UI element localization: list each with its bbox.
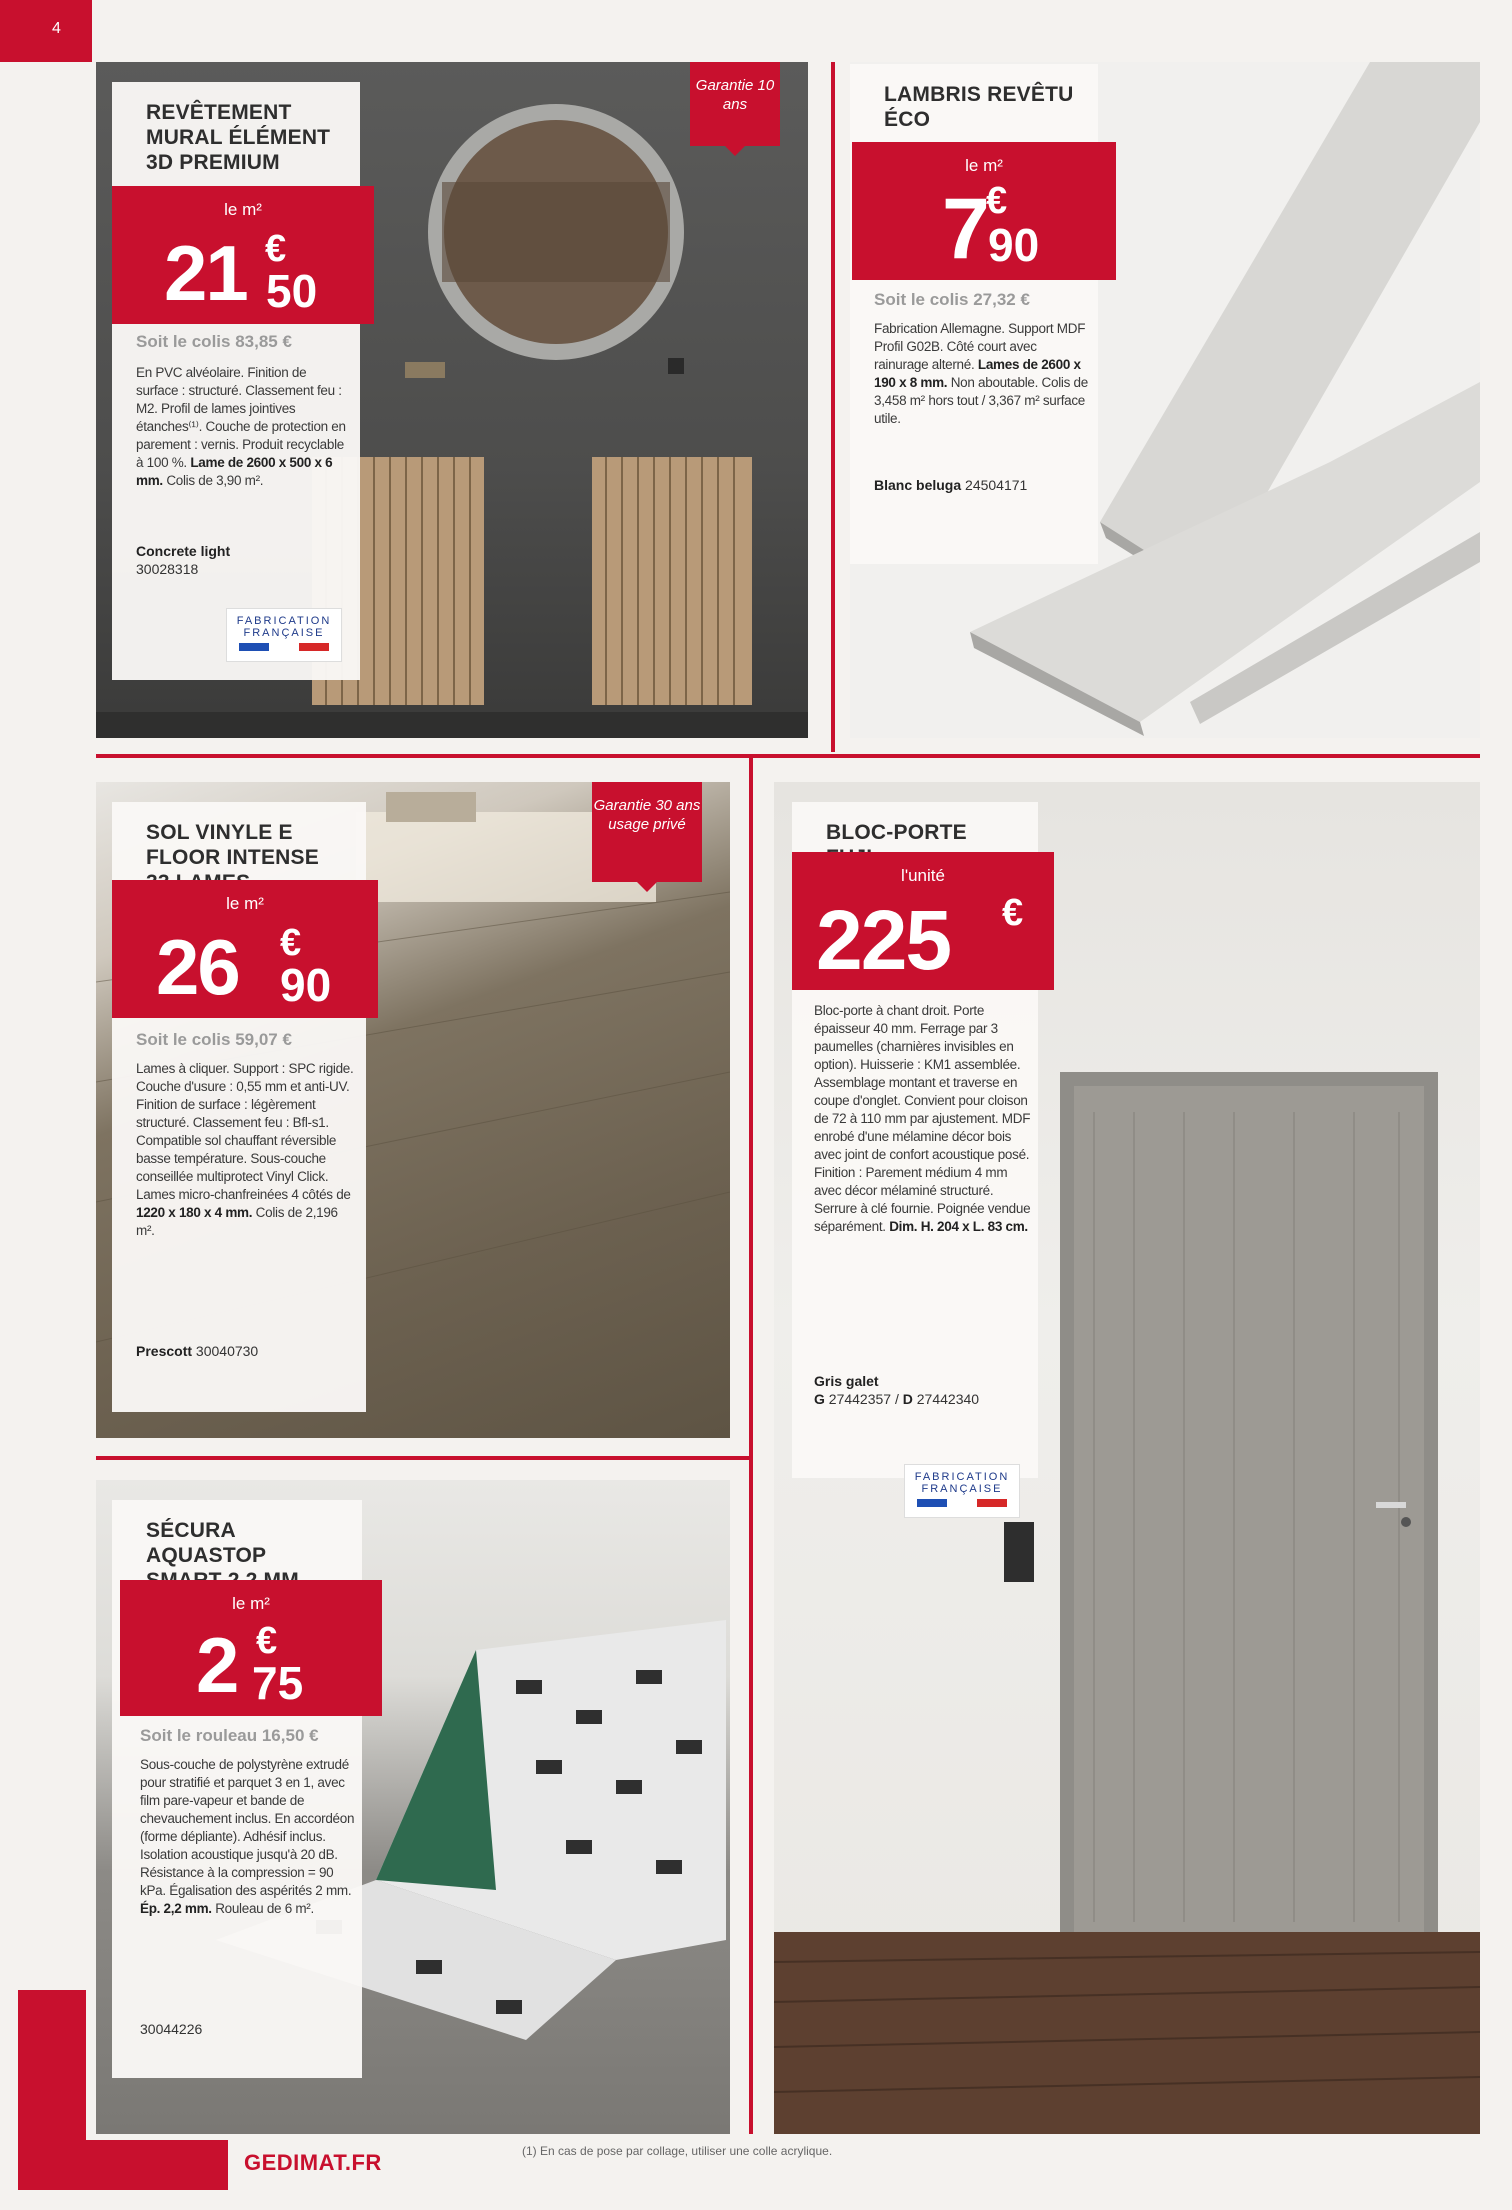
product-ref: 30028318 xyxy=(136,561,199,577)
ref-g: 27442357 xyxy=(828,1391,892,1407)
warranty-badge-30 xyxy=(592,782,702,882)
price-integer: 225 xyxy=(816,893,951,987)
product-ref: 30040730 xyxy=(195,1343,259,1359)
dimensions-text: Dim. H. 204 x L. 83 cm. xyxy=(889,1219,1028,1234)
product-ref: 24504171 xyxy=(965,477,1028,493)
website-link[interactable]: GEDIMAT.FR xyxy=(244,2150,382,2175)
sol-description xyxy=(136,1060,358,1240)
price-unit: l'unité xyxy=(901,866,945,885)
price-unit: le m² xyxy=(226,894,264,913)
secura-price-tag xyxy=(120,1580,382,1716)
dimensions-text: Lames de 2600 x 190 x 8 mm. xyxy=(874,357,1081,390)
revetement-ref xyxy=(136,542,230,578)
extra-text: Non aboutable. Colis de 3,458 m² hors tout / 3,367 m² surface utile. xyxy=(874,375,1088,426)
price-unit: le m² xyxy=(965,156,1003,175)
ref-g-label: G xyxy=(814,1391,825,1407)
secura-ref xyxy=(140,2020,202,2038)
finish-name: Prescott xyxy=(136,1343,193,1359)
description-text: En PVC alvéolaire. Finition de surface : structuré. Classement feu : M2. Profil de lames jointives étanches⁽¹⁾. Couche de protection en parement : vernis. Produit recyclable à 100 %. xyxy=(136,365,346,470)
roll-text: Rouleau de 6 m². xyxy=(215,1901,314,1916)
revetement-title: REVÊTEMENT MURAL ÉLÉMENT 3D PREMIUM xyxy=(146,101,331,174)
french-flag-icon xyxy=(917,1499,1007,1507)
footnote: (1) En cas de pose par collage, utiliser une colle acrylique. xyxy=(522,2144,833,2158)
price-integer: 7 xyxy=(942,181,988,277)
price-integer: 21 xyxy=(164,229,247,317)
price-cents: 75 xyxy=(252,1657,304,1709)
revetement-description xyxy=(136,364,346,490)
price-currency: € xyxy=(986,180,1008,222)
sol-pack-price: Soit le colis 59,07 € xyxy=(136,1030,292,1049)
revetement-pack-price: Soit le colis 83,85 € xyxy=(136,332,292,351)
description-text: Sous-couche de polystyrène extrudé pour stratifié et parquet 3 en 1, avec film pare-vapeur et bande de chevauchement inclus. En accordéon (forme dépliante). Adhésif inclus. Isolation acoustique jusqu'à 20 dB. Résistance à la compression = 90 kPa. Égalisation des aspérités 2 mm. xyxy=(140,1757,355,1898)
lambris-ref xyxy=(874,476,1027,494)
lambris-pack-price: Soit le colis 27,32 € xyxy=(874,290,1030,309)
sol-price-tag xyxy=(112,880,378,1018)
bloc-title: BLOC-PORTE xyxy=(826,821,967,844)
lambris-description xyxy=(874,320,1094,428)
divider-vertical-bottom xyxy=(749,758,753,2134)
divider-horizontal-top xyxy=(96,754,1480,758)
secura-title: SÉCURA AQUASTOP xyxy=(146,1519,266,1567)
revetement-price-tag xyxy=(112,186,374,324)
footer-bar xyxy=(18,2140,228,2190)
secura-description xyxy=(140,1756,362,1918)
label-text: FABRICATION FRANÇAISE xyxy=(914,1471,1010,1495)
price-cents: 50 xyxy=(266,265,318,317)
bloc-description xyxy=(814,1002,1034,1236)
fabrication-francaise-label xyxy=(904,1464,1020,1518)
warranty-text: Garantie 10 ans xyxy=(695,77,775,113)
bloc-ref: Gris galet G 27442357 / D 27442340 xyxy=(814,1373,980,1407)
price-unit: le m² xyxy=(224,200,262,219)
description-text: Bloc-porte à chant droit. Porte épaisseur 40 mm. Ferrage par 3 paumelles (charnières invisibles en option). Huisserie : KM1 assemblée. Assemblage montant et traverse en coupe d'onglet. Convient pour cloison de 72 à 110 mm par ajustement. MDF enrobé d'une mélamine décor bois avec joint de confort acoustique posé. Finition : Parement médium 4 mm avec décor mélaminé structuré. Serrure à clé fournie. Poignée vendue séparément. xyxy=(814,1003,1031,1234)
sol-title: SOL VINYLE E FLOOR INTENSE xyxy=(146,821,319,869)
price-integer: 26 xyxy=(156,923,239,1011)
price-unit: le m² xyxy=(232,1594,270,1613)
description-text: Lames à cliquer. Support : SPC rigide. Couche d'usure : 0,55 mm et anti-UV. Finition de surface : légèrement structuré. Classement feu : Bfl-s1. Compatible sol chauffant réversible basse température. Sous-couche conseillée multiprotect Vinyl Click. Lames micro-chanfreinées 4 côtés de xyxy=(136,1061,354,1202)
warranty-badge-10 xyxy=(690,62,780,146)
finish-name: Concrete light xyxy=(136,543,231,559)
dimensions-text: 1220 x 180 x 4 mm. xyxy=(136,1205,253,1220)
dimensions-text: Lame de 2600 x 500 x 6 mm. xyxy=(136,455,333,488)
price-currency: € xyxy=(280,922,302,964)
bloc-price-tag xyxy=(792,852,1054,990)
divider-vertical-top xyxy=(831,62,835,752)
secura-roll-price: Soit le rouleau 16,50 € xyxy=(140,1726,319,1745)
price-currency: € xyxy=(256,1620,278,1662)
dimensions-text: Ép. 2,2 mm. xyxy=(140,1901,212,1916)
description-text: Fabrication Allemagne. Support MDF Profil G02B. Côté court avec rainurage alterné. xyxy=(874,321,1086,372)
ref-d: 27442340 xyxy=(916,1391,980,1407)
price-currency: € xyxy=(1002,892,1024,934)
price-cents: 90 xyxy=(988,219,1040,271)
fabrication-francaise-label xyxy=(226,608,342,662)
label-text: FABRICATION FRANÇAISE xyxy=(236,615,332,639)
warranty-text: Garantie 30 ans usage privé xyxy=(593,797,701,833)
pack-text: Colis de 3,90 m². xyxy=(166,473,264,488)
page-number: 4 xyxy=(0,0,92,62)
finish-name: Blanc beluga xyxy=(874,477,962,493)
price-currency: € xyxy=(265,228,287,270)
price-integer: 2 xyxy=(196,1621,238,1709)
ref-d-label: D xyxy=(902,1391,913,1407)
lambris-price-tag xyxy=(852,142,1116,280)
pack-text: Colis de 2,196 m². xyxy=(136,1205,338,1238)
price-cents: 90 xyxy=(280,959,332,1011)
sol-ref xyxy=(136,1342,258,1360)
divider-horizontal-mid xyxy=(96,1456,749,1460)
french-flag-icon xyxy=(239,643,329,651)
lambris-title: LAMBRIS REVÊTU ÉCO xyxy=(884,83,1074,131)
finish-name: Gris galet xyxy=(814,1373,879,1389)
product-ref: 30044226 xyxy=(140,2021,203,2037)
